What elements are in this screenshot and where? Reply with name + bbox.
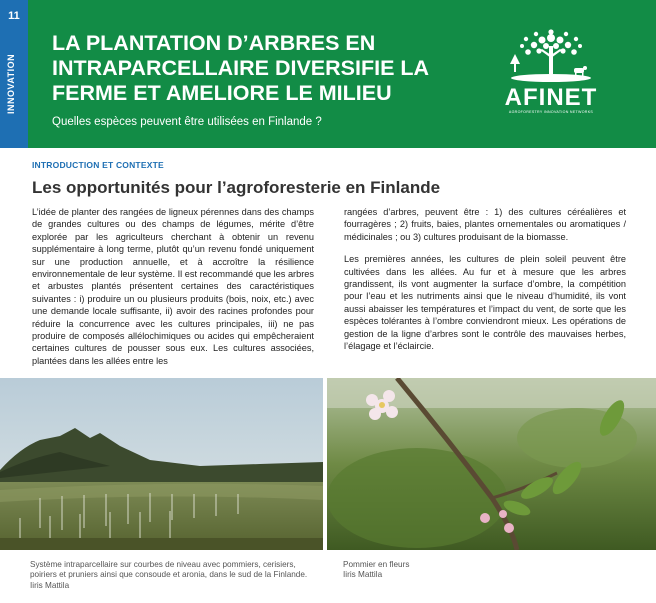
page-title: LA PLANTATION D’ARBRES EN INTRAPARCELLAIRE DIVERSIFIE LA FERME ET AMELIORE LE MILIEU <box>52 31 429 105</box>
body-column-left <box>32 206 314 377</box>
caption-credit: Iiris Mattila <box>343 570 383 580</box>
body-column-right <box>344 206 626 362</box>
section-heading: Les opportunités pour l’agroforesterie en Finlande <box>32 178 441 197</box>
section-tag: INNOVATION <box>6 53 16 114</box>
caption-title: Pommier en fleurs <box>343 560 410 569</box>
section-kicker: INTRODUCTION ET CONTEXTE <box>32 160 164 170</box>
blossom-photo <box>327 378 656 550</box>
tree-logo-icon <box>496 28 606 86</box>
header-banner <box>28 0 656 148</box>
photo-caption-left: Système intraparcellaire sur courbes de niveau avec pommiers, cerisiers, poiriers et pruniers ainsi que consoude et aronia, dans le sud de la Finlande. Iiris Mattila <box>30 560 308 590</box>
body-paragraph: Les premières années, les cultures de plein soleil peuvent être cultivées dans les allées. Au fur et à mesure que les arbres grandissent, ils vont augmenter la surface d’ombre, la compétition pour l’eau et les nutriments ainsi que le niveau d’humidité, ils vont aussi abaisser les températures et l’impact du vent, de sorte que les espèces tolérantes à l’ombre conviendront mieux. Les opérations de gestion de la ligne d’arbres sont le contrôle des mauvaises herbes, l’élagage et l’éclaircie. <box>344 254 626 352</box>
page-subtitle: Quelles espèces peuvent être utilisées en Finlande ? <box>52 116 322 128</box>
logo-tagline: AGROFORESTRY INNOVATION NETWORKS <box>508 110 594 114</box>
photo-caption-right <box>343 560 523 581</box>
afinet-logo <box>496 28 622 120</box>
body-paragraph: rangées d’arbres, peuvent être : 1) des cultures céréalières et fourragères ; 2) fruits, baies, plantes ornementales ou aromatiques / médicinales ; ou 3) cultures produisant de la biomasse. <box>344 207 626 242</box>
body-paragraph: L’idée de planter des rangées de ligneux pérennes dans des champs de grandes cultures ou des champs de légumes, mérite d’être explorée par les agriculteurs cherchant à obtenir un revenu supplémentaire à long terme, plutôt qu’un revenu fondé uniquement sur une production annuelle, et à accroître la résilience environnementale de leur système. Il est recommandé que les arbres et arbustes plantés présentent certaines des caractéristiques suivantes : i) produire un ou plusieurs produits (bois, noix, etc.) avec une demande locale suffisante, ii) avoir des racines profondes pour réduire la concurrence avec les cultures principales, iii) ne pas produire de composés allélochimiques ou acides qui empêcheraient certaines cultures de pousser sous eux. Les cultures associées, plantées dans les allées entre les <box>32 207 314 366</box>
page-number: 11 <box>8 10 20 22</box>
section-sidebar <box>0 0 28 148</box>
logo-wordmark: AFINET <box>504 84 598 111</box>
field-photo <box>0 378 323 550</box>
